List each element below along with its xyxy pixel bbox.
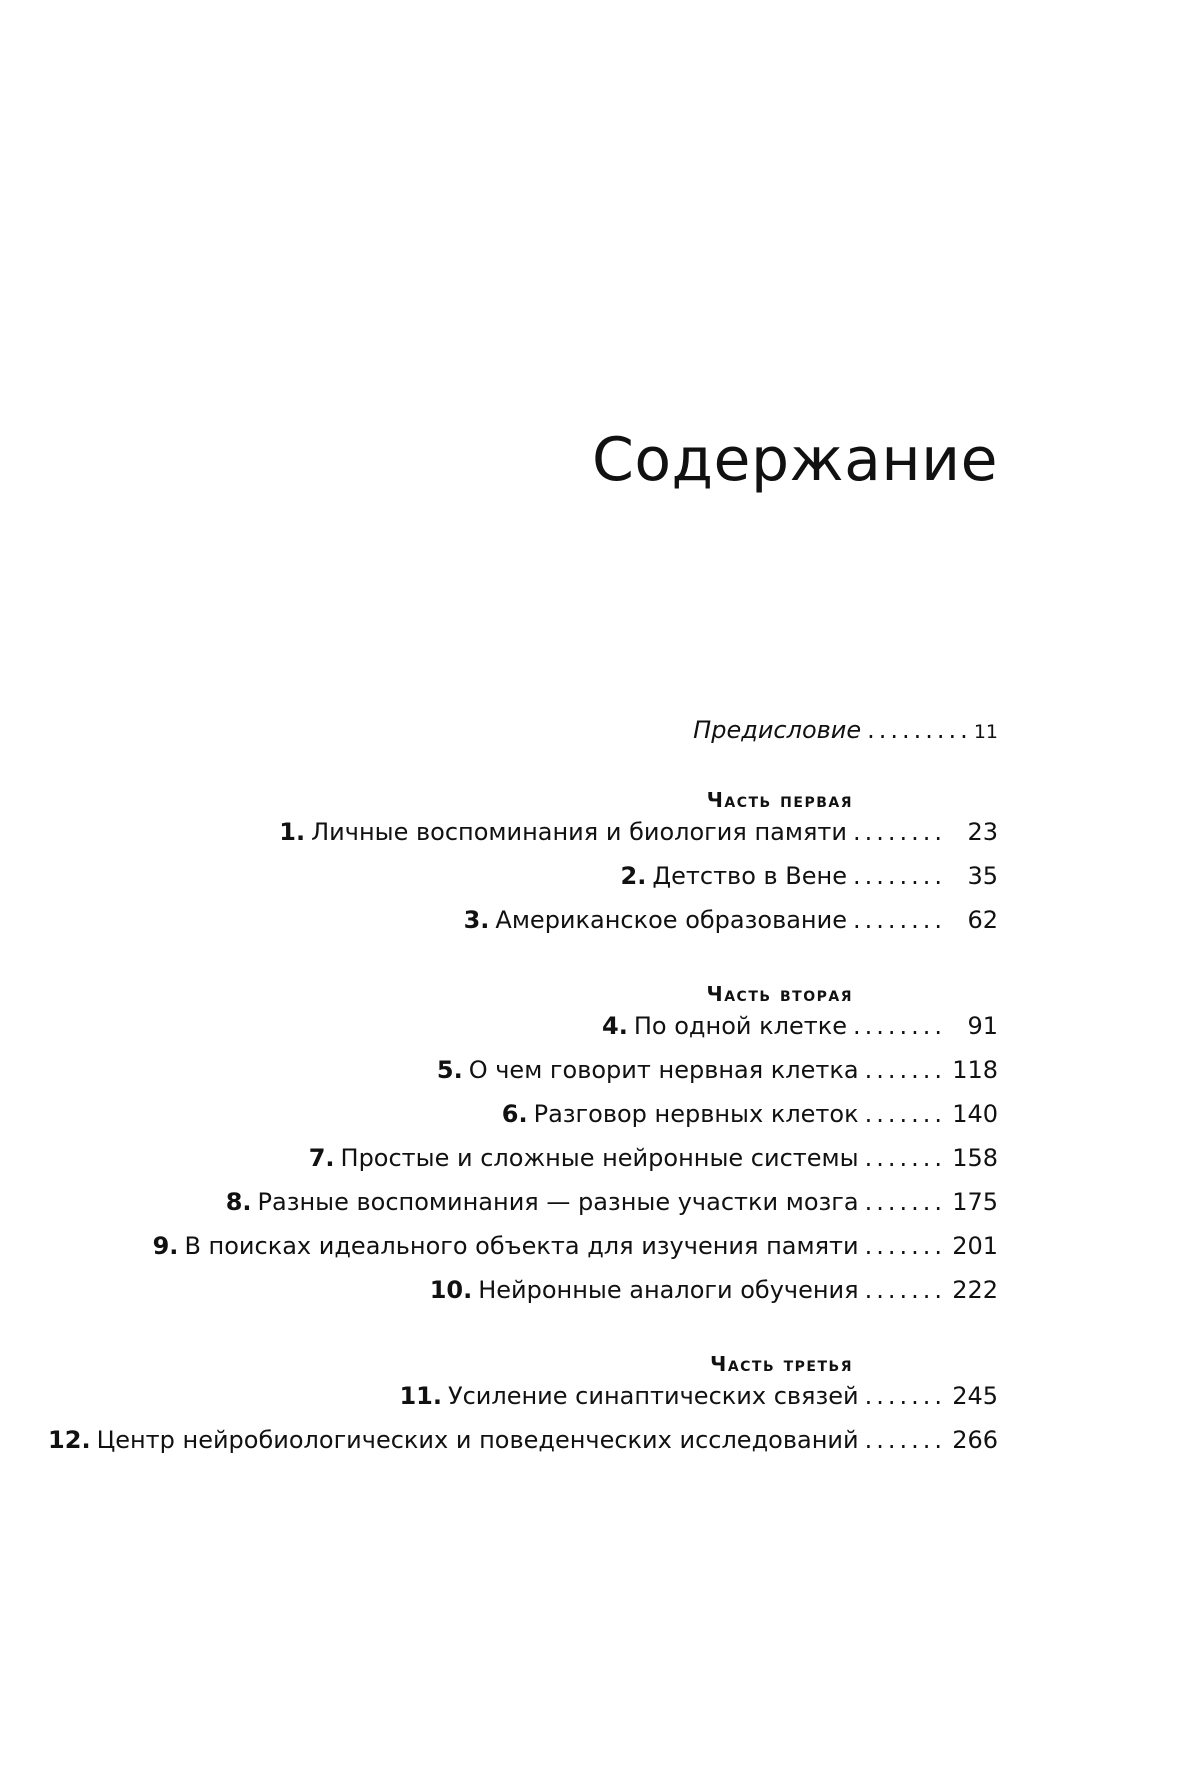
- dot-leader: ........: [852, 818, 946, 846]
- toc-entry-page: 158: [952, 1144, 998, 1172]
- toc-entry-title: Разные воспоминания — разные участки мозга: [257, 1188, 859, 1216]
- toc-entry: [98, 1100, 998, 1144]
- toc-entry-title: Усиление синаптических связей: [447, 1382, 859, 1410]
- chapter-number: 12.: [48, 1426, 91, 1454]
- chapter-number: 1.: [279, 818, 306, 846]
- toc-entry-title: Разговор нервных клеток: [533, 1100, 859, 1128]
- toc-entry-title: По одной клетке: [633, 1012, 847, 1040]
- part-heading: Часть вторая: [706, 982, 853, 1006]
- chapter-number: 10.: [429, 1276, 473, 1304]
- toc-entry-page: 140: [952, 1100, 998, 1128]
- toc-entry-page: 62: [967, 906, 998, 934]
- chapter-number: 4.: [602, 1012, 628, 1040]
- toc-entry: [48, 1426, 998, 1470]
- chapter-number: 8.: [225, 1188, 252, 1216]
- dot-leader: .......: [864, 1188, 946, 1216]
- chapter-number: 9.: [152, 1232, 179, 1260]
- part-heading: Часть третья: [710, 1352, 853, 1376]
- toc-entry: [98, 906, 998, 950]
- dot-leader: .......: [864, 1382, 946, 1410]
- toc-entry-page: 11: [973, 721, 998, 743]
- toc-entry-page: 245: [952, 1382, 998, 1410]
- toc-entry: [98, 1056, 998, 1100]
- dot-leader: ........: [852, 862, 946, 890]
- toc-entry: [98, 1382, 998, 1426]
- dot-leader: .......: [864, 1144, 946, 1172]
- toc-entry-preface: [98, 716, 998, 760]
- toc-entry-page: 35: [967, 862, 998, 890]
- toc-entry: [98, 818, 998, 862]
- toc-entry-title: Американское образование: [495, 906, 847, 934]
- toc-entry: [98, 1144, 998, 1188]
- chapter-number: 5.: [436, 1056, 463, 1084]
- toc-entry-page: 91: [967, 1012, 998, 1040]
- chapter-number: 6.: [501, 1100, 528, 1128]
- toc-entry-title: Личные воспоминания и биология памяти: [311, 818, 847, 846]
- toc-entry-title: Детство в Вене: [652, 862, 847, 890]
- toc-entry-page: 201: [952, 1232, 998, 1260]
- toc-entry: [98, 1188, 998, 1232]
- part-heading: Часть первая: [706, 788, 853, 812]
- toc-entry-title: Предисловие: [693, 716, 862, 744]
- toc-entry-title: Простые и сложные нейронные системы: [340, 1144, 859, 1172]
- dot-leader: .......: [864, 1056, 946, 1084]
- toc-entry: [98, 1276, 998, 1320]
- dot-leader: ........: [852, 1012, 946, 1040]
- page-title: Содержание: [591, 425, 998, 495]
- toc-entry-title: О чем говорит нервная клетка: [468, 1056, 859, 1084]
- toc-entry-title: В поисках идеального объекта для изучения памяти: [184, 1232, 859, 1260]
- toc-entry: [98, 1012, 998, 1056]
- dot-leader: .......: [864, 1426, 946, 1454]
- toc-entry-page: 118: [952, 1056, 998, 1084]
- dot-leader: .......: [864, 1232, 946, 1260]
- dot-leader: .......: [864, 1276, 946, 1304]
- dot-leader: .......: [864, 1100, 946, 1128]
- chapter-number: 11.: [399, 1382, 442, 1410]
- toc-entry: [98, 862, 998, 906]
- toc-entry-page: 23: [967, 818, 998, 846]
- chapter-number: 7.: [308, 1144, 335, 1172]
- dot-leader: .........: [867, 716, 972, 744]
- toc-entry-page: 266: [952, 1426, 998, 1454]
- chapter-number: 2.: [620, 862, 647, 890]
- dot-leader: ........: [852, 906, 946, 934]
- toc-entry-page: 175: [952, 1188, 998, 1216]
- toc-entry-title: Нейронные аналоги обучения: [478, 1276, 859, 1304]
- toc-entry-title: Центр нейробиологических и поведенческих исследований: [96, 1426, 859, 1454]
- toc-entry: [98, 1232, 998, 1276]
- table-of-contents: [48, 716, 998, 1470]
- chapter-number: 3.: [463, 906, 490, 934]
- toc-entry-page: 222: [952, 1276, 998, 1304]
